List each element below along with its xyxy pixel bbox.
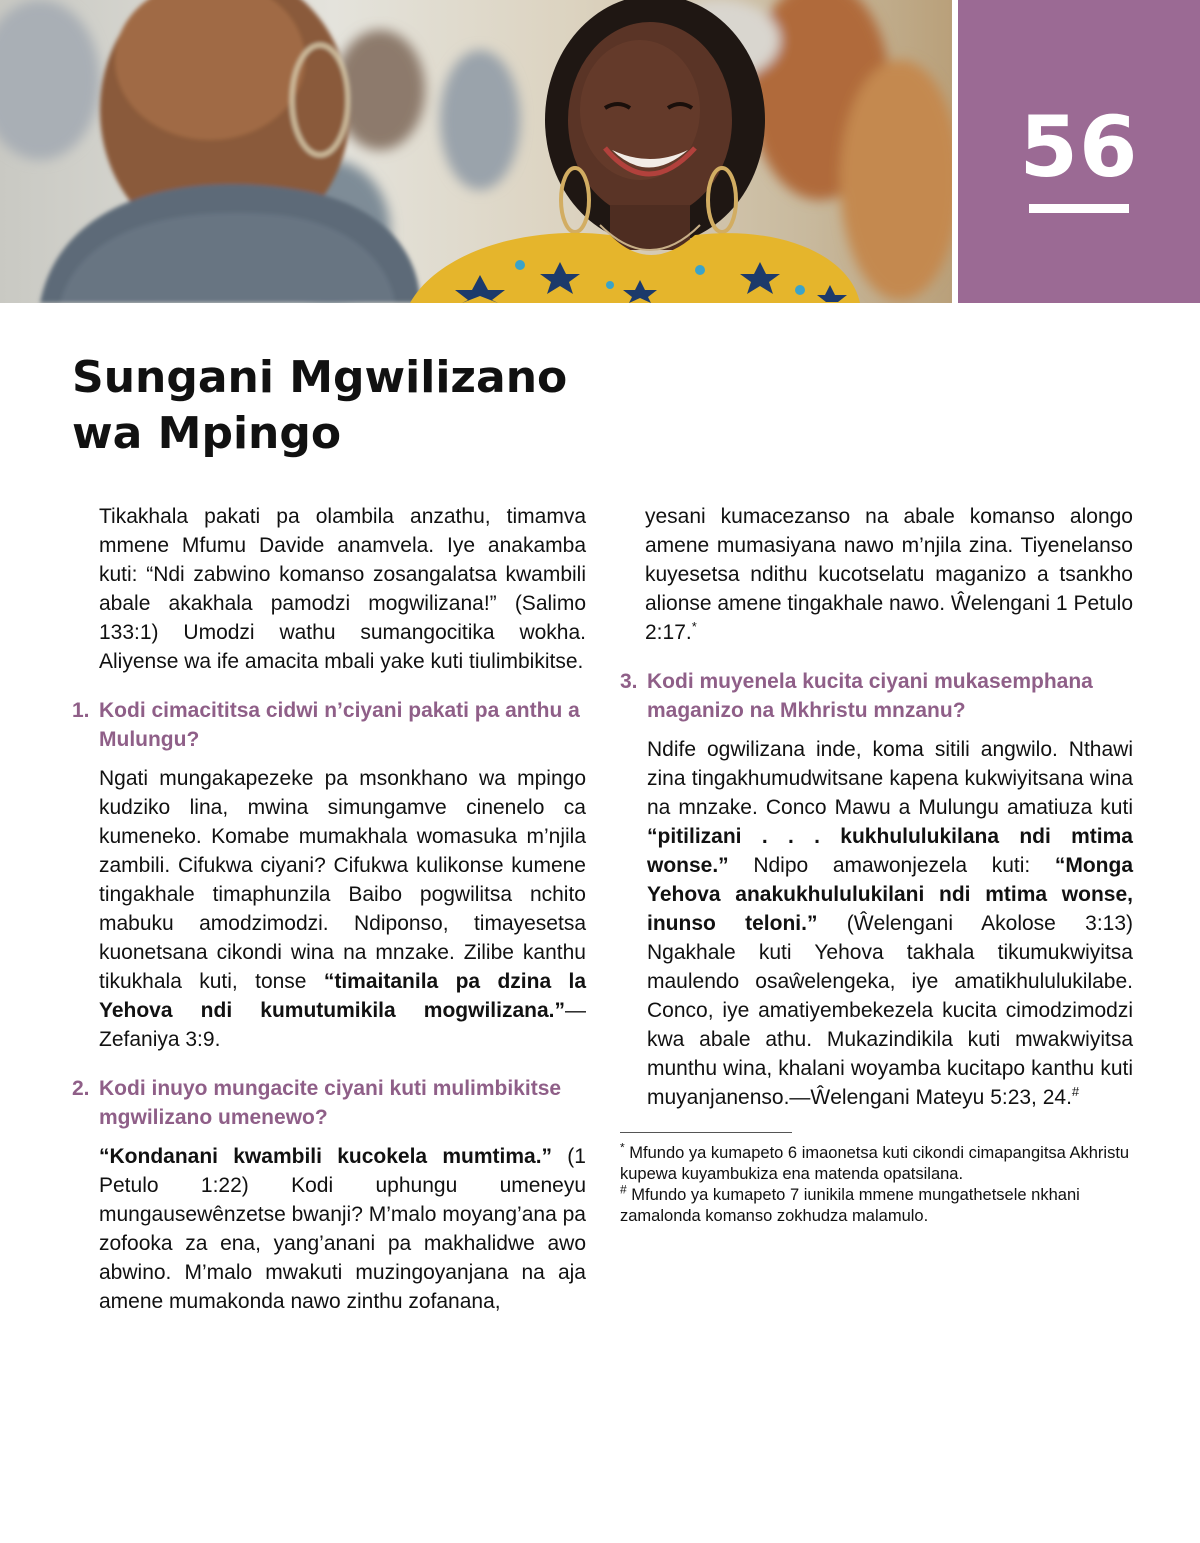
question-1-number: 1.: [72, 699, 90, 722]
question-1-text: Kodi cimacititsa cidwi n’ciyani pakati pa anthu a Mulungu?: [99, 699, 580, 751]
question-2: [72, 1074, 586, 1132]
left-column: [72, 502, 586, 1336]
section-1-paragraph: Ngati mungakapezeke pa msonkhano wa mpingo kudziko lina, mwina simungamve cinenelo ca kumeneko. Komabe mumakhala womasuka m’njila zambili. Cifukwa ciyani? Cifukwa kulikonse kumene tingakhale timaphunzila Baibo pogwilitsa nchito mabuku amodzimodzi. Ndiponso, timayesetsa kuonetsana cikondi wina na mnzake. Zilibe kanthu tikukhala kuti, tonse “timaitanila pa dzina la Yehova ndi kumutumikila mogwilizana.”—Zefaniya 3:9.: [99, 767, 586, 1051]
question-2-number: 2.: [72, 1077, 90, 1100]
title-line-1: Sungani Mgwilizano: [72, 352, 568, 403]
section-3-emphasis-1: “pitilizani . . . kukhululukilana ndi mtima wonse.”: [647, 825, 1133, 877]
section-1-emphasis: “timaitanila pa dzina la Yehova ndi kumutumikila mogwilizana.”: [99, 970, 586, 1022]
question-3-number: 3.: [620, 670, 638, 693]
footnote-ref-hash[interactable]: #: [1071, 1084, 1080, 1099]
right-column: [620, 502, 1133, 1227]
footnote-divider: [620, 1132, 792, 1133]
section-3-paragraph: Ndife ogwilizana inde, koma sitili angwilo. Nthawi zina tingakhumudwitsane kapena kukwiyitsana wina na mnzake. Conco Mawu a Mulungu amatiuza kuti “pitilizani . . . kukhululukilana ndi mtima wonse.” Ndipo amawonjezela kuti: “Monga Yehova anakukhululukilani ndi mtima wonse, inunso teloni.” (Ŵelengani Akolose 3:13) Ngakhale kuti Yehova takhala tikumukwiyitsa maulendo osaŵelengeka, iye amatikhululukilabe. Conco, iye amatiyembekezela kucita cimodzimodzi kwa abale athu. Mukazindikila kuti mwakwiyitsa munthu wina, khalani woyamba kucitapo kanthu kuti muyanjanenso.—Ŵelengani Mateyu 5:23, 24.#: [647, 738, 1134, 1109]
title-line-2: wa Mpingo: [72, 408, 342, 459]
hero-photo: [0, 0, 952, 303]
footnote-ref-asterisk[interactable]: *: [691, 619, 697, 634]
section-2-paragraph-continued: yesani kumacezanso na abale komanso alongo amene mumasiyana nawo m’njila zina. Tiyenelanso kuyesetsa ndithu kucotselatu maganizo a tsankho alionse amene tingakhale nawo. Ŵelengani 1 Petulo 2:17.*: [645, 505, 1133, 644]
lesson-number: 56: [1019, 98, 1139, 196]
intro-paragraph: Tikakhala pakati pa olambila anzathu, timamva mmene Mfumu Davide anamvela. Iye anakamba kuti: “Ndi zabwino komanso zosangalatsa kwambili abale akakhala pamodzi mogwilizana!” (Salimo 133:1) Umodzi wathu sumangocitika wokha. Aliyense wa ife amacita mbali yake kuti tiulimbikitse.: [99, 505, 586, 673]
footnotes: [620, 1132, 1133, 1227]
question-3-text: Kodi muyenela kucita ciyani mukasemphana maganizo na Mkhristu mnzanu?: [647, 670, 1093, 722]
footnote-2: # Mfundo ya kumapeto 7 iunikila mmene mungathetsele nkhani zamalonda komanso zokhudza malamulo.: [620, 1182, 1080, 1225]
question-1: [72, 696, 586, 754]
question-2-text: Kodi inuyo mungacite ciyani kuti mulimbikitse mgwilizano umenewo?: [99, 1077, 562, 1129]
photo-two-women-smiling-icon: [0, 0, 952, 303]
footnote-1: * Mfundo ya kumapeto 6 imaonetsa kuti cikondi cimapangitsa Akhristu kupewa kuyambukiza ena matenda opatsilana.: [620, 1140, 1130, 1183]
section-2-paragraph: “Kondanani kwambili kucokela mumtima.” (1 Petulo 1:22) Kodi uphungu umeneyu mungausewênzetse bwanji? M’malo moyang’ana pa zofooka za ena, yang’anani pa makhalidwe awo abwino. M’malo mwakuti muzingoyanjana na aja amene mumakonda nawo zinthu zofanana,: [99, 1145, 586, 1313]
lesson-number-badge: [958, 0, 1200, 303]
section-3-emphasis-2: “Monga Yehova anakukhululukilani ndi mtima wonse, inunso teloni.”: [647, 854, 1133, 935]
page-title: [72, 350, 772, 462]
question-3: [620, 667, 1133, 725]
section-2-emphasis: “Kondanani kwambili kucokela mumtima.”: [99, 1145, 553, 1168]
badge-divider: [1029, 204, 1129, 213]
